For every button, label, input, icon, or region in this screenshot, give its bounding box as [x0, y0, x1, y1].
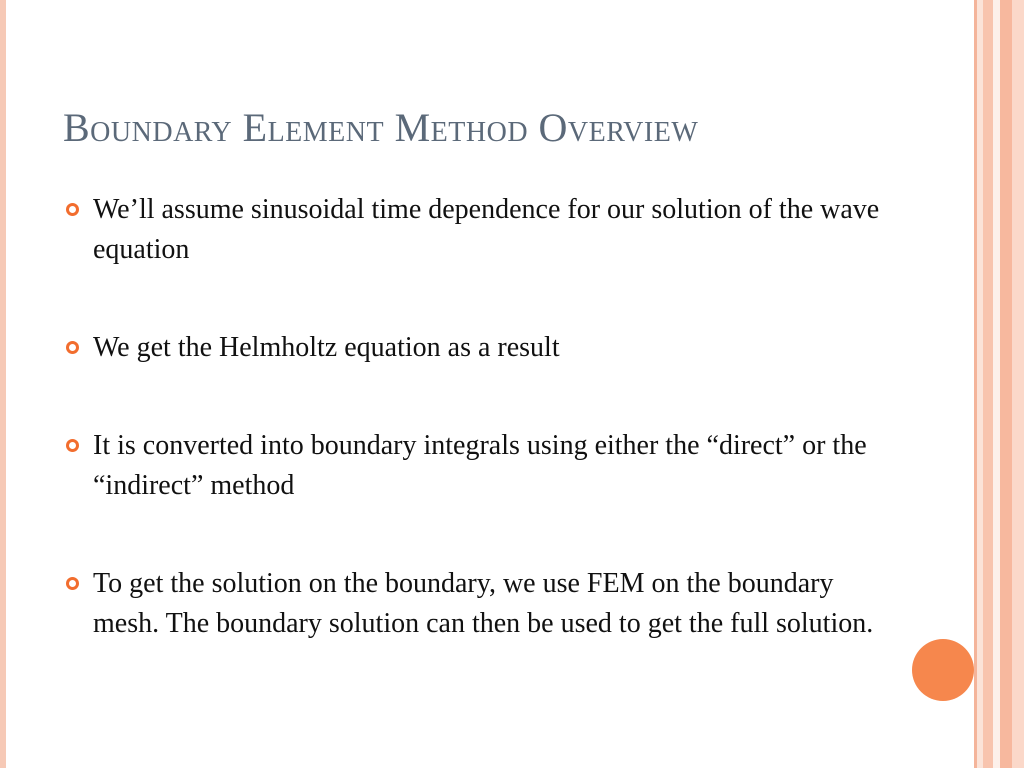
bullet-text: To get the solution on the boundary, we use FEM on the boundary mesh. The boundary solution can then be used to get the full solution. [93, 568, 874, 639]
bullet-list [66, 190, 886, 702]
right-stripes-decoration [974, 0, 1024, 768]
stripe [983, 0, 993, 768]
left-border-decoration [0, 0, 6, 768]
bullet-circle-icon [66, 577, 79, 590]
bullet-text: It is converted into boundary integrals using either the “direct” or the “indirect” method [93, 430, 867, 501]
stripe [993, 0, 1000, 768]
bullet-circle-icon [66, 439, 79, 452]
bullet-circle-icon [66, 341, 79, 354]
stripe [1000, 0, 1012, 768]
bullet-text: We’ll assume sinusoidal time dependence for our solution of the wave equation [93, 194, 880, 265]
stripe [1012, 0, 1024, 768]
bullet-item [66, 190, 886, 270]
slide-title: Boundary Element Method Overview [63, 105, 699, 150]
bullet-item [66, 564, 886, 644]
bullet-item [66, 426, 886, 506]
bullet-text: We get the Helmholtz equation as a result [93, 332, 560, 363]
bullet-circle-icon [66, 203, 79, 216]
bullet-item [66, 328, 886, 368]
orange-circle-decoration [912, 639, 974, 701]
